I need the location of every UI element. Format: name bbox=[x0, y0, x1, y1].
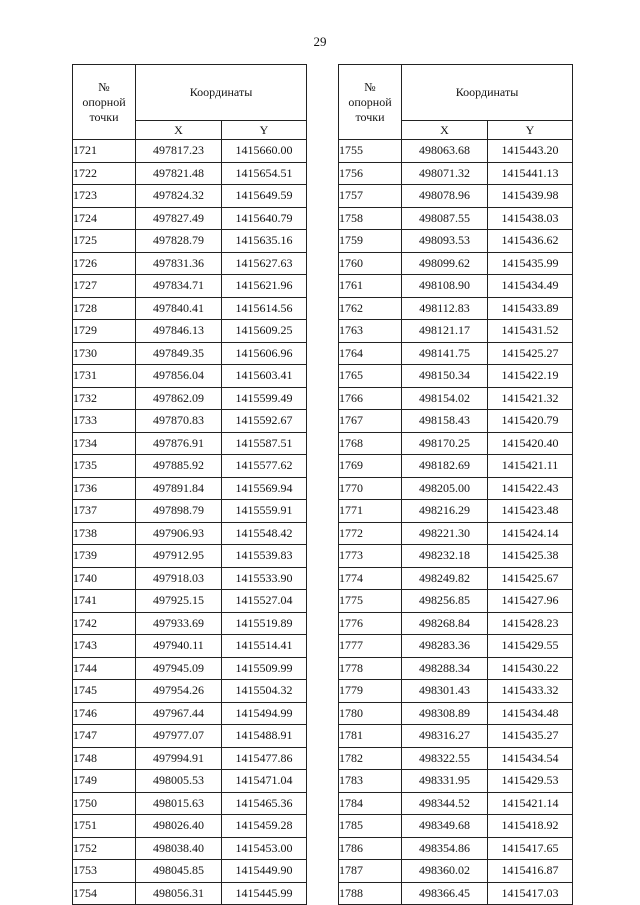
point-number-cell: 1788 bbox=[339, 882, 402, 905]
y-coordinate-cell: 1415421.32 bbox=[488, 387, 573, 410]
table-row bbox=[73, 365, 307, 388]
point-number-cell: 1738 bbox=[73, 522, 136, 545]
y-coordinate-cell: 1415465.36 bbox=[222, 792, 307, 815]
y-coordinate-cell: 1415606.96 bbox=[222, 342, 307, 365]
x-coordinate-cell: 497827.49 bbox=[136, 207, 222, 230]
y-coordinate-cell: 1415417.03 bbox=[488, 882, 573, 905]
x-coordinate-cell: 497840.41 bbox=[136, 297, 222, 320]
point-number-cell: 1747 bbox=[73, 725, 136, 748]
x-coordinate-cell: 498322.55 bbox=[402, 747, 488, 770]
point-number-cell: 1748 bbox=[73, 747, 136, 770]
table-row bbox=[339, 635, 573, 658]
x-coordinate-cell: 498071.32 bbox=[402, 162, 488, 185]
y-coordinate-cell: 1415433.32 bbox=[488, 680, 573, 703]
point-number-cell: 1743 bbox=[73, 635, 136, 658]
x-coordinate-cell: 498216.29 bbox=[402, 500, 488, 523]
table-row bbox=[73, 567, 307, 590]
point-number-cell: 1776 bbox=[339, 612, 402, 635]
y-coordinate-cell: 1415421.14 bbox=[488, 792, 573, 815]
table-row bbox=[339, 522, 573, 545]
x-coordinate-cell: 498301.43 bbox=[402, 680, 488, 703]
table-row bbox=[73, 230, 307, 253]
x-coordinate-cell: 498154.02 bbox=[402, 387, 488, 410]
point-number-cell: 1754 bbox=[73, 882, 136, 905]
table-row bbox=[73, 455, 307, 478]
x-coordinate-cell: 497828.79 bbox=[136, 230, 222, 253]
x-coordinate-cell: 498268.84 bbox=[402, 612, 488, 635]
x-coordinate-cell: 498331.95 bbox=[402, 770, 488, 793]
x-coordinate-cell: 498205.00 bbox=[402, 477, 488, 500]
x-coordinate-cell: 498308.89 bbox=[402, 702, 488, 725]
y-coordinate-cell: 1415425.38 bbox=[488, 545, 573, 568]
point-number-cell: 1737 bbox=[73, 500, 136, 523]
x-column-header: X bbox=[402, 121, 488, 140]
y-coordinate-cell: 1415609.25 bbox=[222, 320, 307, 343]
table-row bbox=[339, 297, 573, 320]
y-coordinate-cell: 1415435.27 bbox=[488, 725, 573, 748]
point-number-cell: 1726 bbox=[73, 252, 136, 275]
x-coordinate-cell: 498038.40 bbox=[136, 837, 222, 860]
y-coordinate-cell: 1415599.49 bbox=[222, 387, 307, 410]
y-coordinate-cell: 1415416.87 bbox=[488, 860, 573, 883]
table-row bbox=[73, 185, 307, 208]
x-coordinate-cell: 497994.91 bbox=[136, 747, 222, 770]
x-coordinate-cell: 498112.83 bbox=[402, 297, 488, 320]
y-coordinate-cell: 1415435.99 bbox=[488, 252, 573, 275]
point-number-cell: 1730 bbox=[73, 342, 136, 365]
table-row bbox=[339, 725, 573, 748]
table-row bbox=[339, 792, 573, 815]
point-number-cell: 1740 bbox=[73, 567, 136, 590]
coordinates-table-left bbox=[72, 64, 307, 905]
point-number-cell: 1769 bbox=[339, 455, 402, 478]
y-coordinate-cell: 1415649.59 bbox=[222, 185, 307, 208]
y-coordinate-cell: 1415471.04 bbox=[222, 770, 307, 793]
x-coordinate-cell: 497906.93 bbox=[136, 522, 222, 545]
point-number-cell: 1736 bbox=[73, 477, 136, 500]
y-coordinate-cell: 1415429.53 bbox=[488, 770, 573, 793]
table-row bbox=[73, 140, 307, 163]
table-row bbox=[73, 387, 307, 410]
table-row bbox=[339, 162, 573, 185]
x-column-header: X bbox=[136, 121, 222, 140]
point-number-cell: 1768 bbox=[339, 432, 402, 455]
x-coordinate-cell: 498063.68 bbox=[402, 140, 488, 163]
right-table-body bbox=[339, 140, 573, 905]
table-row bbox=[339, 230, 573, 253]
table-row bbox=[339, 860, 573, 883]
x-coordinate-cell: 497918.03 bbox=[136, 567, 222, 590]
y-coordinate-cell: 1415421.11 bbox=[488, 455, 573, 478]
point-number-cell: 1761 bbox=[339, 275, 402, 298]
y-coordinate-cell: 1415577.62 bbox=[222, 455, 307, 478]
point-number-cell: 1739 bbox=[73, 545, 136, 568]
x-coordinate-cell: 498256.85 bbox=[402, 590, 488, 613]
x-coordinate-cell: 497831.36 bbox=[136, 252, 222, 275]
y-coordinate-cell: 1415425.67 bbox=[488, 567, 573, 590]
point-number-header-line: точки bbox=[355, 109, 385, 124]
point-number-cell: 1744 bbox=[73, 657, 136, 680]
y-coordinate-cell: 1415443.20 bbox=[488, 140, 573, 163]
coordinates-header: Координаты bbox=[402, 65, 573, 121]
x-coordinate-cell: 498354.86 bbox=[402, 837, 488, 860]
point-number-cell: 1758 bbox=[339, 207, 402, 230]
coordinates-table-right bbox=[338, 64, 573, 905]
point-number-cell: 1786 bbox=[339, 837, 402, 860]
y-coordinate-cell: 1415509.99 bbox=[222, 657, 307, 680]
y-coordinate-cell: 1415614.56 bbox=[222, 297, 307, 320]
coordinates-header: Координаты bbox=[136, 65, 307, 121]
y-coordinate-cell: 1415459.28 bbox=[222, 815, 307, 838]
point-number-cell: 1752 bbox=[73, 837, 136, 860]
y-coordinate-cell: 1415494.99 bbox=[222, 702, 307, 725]
table-row bbox=[73, 522, 307, 545]
x-coordinate-cell: 498158.43 bbox=[402, 410, 488, 433]
table-row bbox=[339, 342, 573, 365]
point-number-cell: 1785 bbox=[339, 815, 402, 838]
x-coordinate-cell: 498316.27 bbox=[402, 725, 488, 748]
table-row bbox=[339, 455, 573, 478]
point-number-cell: 1770 bbox=[339, 477, 402, 500]
x-coordinate-cell: 498288.34 bbox=[402, 657, 488, 680]
x-coordinate-cell: 497898.79 bbox=[136, 500, 222, 523]
x-coordinate-cell: 497891.84 bbox=[136, 477, 222, 500]
table-row bbox=[339, 545, 573, 568]
point-number-cell: 1728 bbox=[73, 297, 136, 320]
y-coordinate-cell: 1415438.03 bbox=[488, 207, 573, 230]
point-number-cell: 1764 bbox=[339, 342, 402, 365]
table-row bbox=[73, 725, 307, 748]
table-row bbox=[339, 657, 573, 680]
table-row bbox=[73, 545, 307, 568]
x-coordinate-cell: 497925.15 bbox=[136, 590, 222, 613]
point-number-cell: 1729 bbox=[73, 320, 136, 343]
x-coordinate-cell: 498150.34 bbox=[402, 365, 488, 388]
point-number-cell: 1771 bbox=[339, 500, 402, 523]
point-number-cell: 1766 bbox=[339, 387, 402, 410]
table-row bbox=[339, 837, 573, 860]
point-number-cell: 1723 bbox=[73, 185, 136, 208]
x-coordinate-cell: 497940.11 bbox=[136, 635, 222, 658]
table-row bbox=[73, 882, 307, 905]
x-coordinate-cell: 498045.85 bbox=[136, 860, 222, 883]
point-number-header-line: точки bbox=[89, 109, 119, 124]
table-row bbox=[339, 680, 573, 703]
x-coordinate-cell: 497945.09 bbox=[136, 657, 222, 680]
table-row bbox=[339, 320, 573, 343]
y-coordinate-cell: 1415434.54 bbox=[488, 747, 573, 770]
point-number-cell: 1775 bbox=[339, 590, 402, 613]
point-number-cell: 1759 bbox=[339, 230, 402, 253]
point-number-cell: 1767 bbox=[339, 410, 402, 433]
x-coordinate-cell: 498360.02 bbox=[402, 860, 488, 883]
y-coordinate-cell: 1415420.40 bbox=[488, 432, 573, 455]
point-number-cell: 1773 bbox=[339, 545, 402, 568]
point-number-cell: 1772 bbox=[339, 522, 402, 545]
y-coordinate-cell: 1415423.48 bbox=[488, 500, 573, 523]
x-coordinate-cell: 498182.69 bbox=[402, 455, 488, 478]
x-coordinate-cell: 497824.32 bbox=[136, 185, 222, 208]
y-coordinate-cell: 1415417.65 bbox=[488, 837, 573, 860]
point-number-cell: 1753 bbox=[73, 860, 136, 883]
x-coordinate-cell: 498349.68 bbox=[402, 815, 488, 838]
table-row bbox=[73, 635, 307, 658]
point-number-cell: 1762 bbox=[339, 297, 402, 320]
table-row bbox=[73, 770, 307, 793]
point-number-cell: 1781 bbox=[339, 725, 402, 748]
point-number-cell: 1765 bbox=[339, 365, 402, 388]
x-coordinate-cell: 497912.95 bbox=[136, 545, 222, 568]
y-coordinate-cell: 1415420.79 bbox=[488, 410, 573, 433]
page-number: 29 bbox=[313, 34, 327, 49]
table-row bbox=[339, 477, 573, 500]
table-row bbox=[339, 432, 573, 455]
table-row bbox=[339, 252, 573, 275]
y-coordinate-cell: 1415527.04 bbox=[222, 590, 307, 613]
y-coordinate-cell: 1415427.96 bbox=[488, 590, 573, 613]
point-number-cell: 1731 bbox=[73, 365, 136, 388]
point-number-cell: 1787 bbox=[339, 860, 402, 883]
point-number-cell: 1782 bbox=[339, 747, 402, 770]
table-row bbox=[73, 275, 307, 298]
point-number-cell: 1749 bbox=[73, 770, 136, 793]
table-row bbox=[73, 702, 307, 725]
table-row bbox=[339, 612, 573, 635]
y-coordinate-cell: 1415424.14 bbox=[488, 522, 573, 545]
point-number-cell: 1741 bbox=[73, 590, 136, 613]
point-number-cell: 1778 bbox=[339, 657, 402, 680]
x-coordinate-cell: 497834.71 bbox=[136, 275, 222, 298]
point-number-header bbox=[73, 65, 136, 140]
table-row bbox=[73, 162, 307, 185]
table-row bbox=[73, 837, 307, 860]
point-number-cell: 1763 bbox=[339, 320, 402, 343]
y-coordinate-cell: 1415436.62 bbox=[488, 230, 573, 253]
x-coordinate-cell: 497821.48 bbox=[136, 162, 222, 185]
x-coordinate-cell: 498232.18 bbox=[402, 545, 488, 568]
y-coordinate-cell: 1415430.22 bbox=[488, 657, 573, 680]
table-row bbox=[73, 747, 307, 770]
y-coordinate-cell: 1415569.94 bbox=[222, 477, 307, 500]
y-coordinate-cell: 1415603.41 bbox=[222, 365, 307, 388]
point-number-cell: 1724 bbox=[73, 207, 136, 230]
table-row bbox=[73, 320, 307, 343]
y-coordinate-cell: 1415654.51 bbox=[222, 162, 307, 185]
y-coordinate-cell: 1415533.90 bbox=[222, 567, 307, 590]
point-number-header-line: опорной bbox=[348, 94, 392, 109]
table-row bbox=[339, 365, 573, 388]
y-coordinate-cell: 1415488.91 bbox=[222, 725, 307, 748]
table-row bbox=[73, 860, 307, 883]
table-row bbox=[73, 590, 307, 613]
y-coordinate-cell: 1415422.43 bbox=[488, 477, 573, 500]
point-number-cell: 1783 bbox=[339, 770, 402, 793]
x-coordinate-cell: 497862.09 bbox=[136, 387, 222, 410]
point-number-cell: 1733 bbox=[73, 410, 136, 433]
table-row bbox=[339, 275, 573, 298]
table-row bbox=[73, 657, 307, 680]
table-row bbox=[339, 500, 573, 523]
x-coordinate-cell: 497954.26 bbox=[136, 680, 222, 703]
y-coordinate-cell: 1415429.55 bbox=[488, 635, 573, 658]
y-column-header: Y bbox=[222, 121, 307, 140]
table-row bbox=[339, 590, 573, 613]
y-coordinate-cell: 1415434.48 bbox=[488, 702, 573, 725]
table-row bbox=[73, 815, 307, 838]
y-coordinate-cell: 1415635.16 bbox=[222, 230, 307, 253]
point-number-cell: 1750 bbox=[73, 792, 136, 815]
table-row bbox=[339, 207, 573, 230]
x-coordinate-cell: 498093.53 bbox=[402, 230, 488, 253]
y-coordinate-cell: 1415441.13 bbox=[488, 162, 573, 185]
x-coordinate-cell: 497885.92 bbox=[136, 455, 222, 478]
table-row bbox=[73, 792, 307, 815]
x-coordinate-cell: 497876.91 bbox=[136, 432, 222, 455]
point-number-cell: 1742 bbox=[73, 612, 136, 635]
y-coordinate-cell: 1415434.49 bbox=[488, 275, 573, 298]
y-coordinate-cell: 1415433.89 bbox=[488, 297, 573, 320]
y-coordinate-cell: 1415621.96 bbox=[222, 275, 307, 298]
x-coordinate-cell: 497870.83 bbox=[136, 410, 222, 433]
point-number-cell: 1727 bbox=[73, 275, 136, 298]
table-row bbox=[339, 140, 573, 163]
x-coordinate-cell: 497933.69 bbox=[136, 612, 222, 635]
y-coordinate-cell: 1415504.32 bbox=[222, 680, 307, 703]
x-coordinate-cell: 498170.25 bbox=[402, 432, 488, 455]
y-coordinate-cell: 1415627.63 bbox=[222, 252, 307, 275]
point-number-cell: 1725 bbox=[73, 230, 136, 253]
x-coordinate-cell: 498121.17 bbox=[402, 320, 488, 343]
x-coordinate-cell: 498005.53 bbox=[136, 770, 222, 793]
y-coordinate-cell: 1415592.67 bbox=[222, 410, 307, 433]
y-coordinate-cell: 1415587.51 bbox=[222, 432, 307, 455]
point-number-cell: 1721 bbox=[73, 140, 136, 163]
table-row bbox=[339, 747, 573, 770]
point-number-header bbox=[339, 65, 402, 140]
point-number-cell: 1732 bbox=[73, 387, 136, 410]
x-coordinate-cell: 498056.31 bbox=[136, 882, 222, 905]
x-coordinate-cell: 498366.45 bbox=[402, 882, 488, 905]
point-number-cell: 1779 bbox=[339, 680, 402, 703]
x-coordinate-cell: 497977.07 bbox=[136, 725, 222, 748]
y-coordinate-cell: 1415453.00 bbox=[222, 837, 307, 860]
table-row bbox=[73, 612, 307, 635]
table-row bbox=[73, 297, 307, 320]
point-number-cell: 1757 bbox=[339, 185, 402, 208]
table-row bbox=[339, 770, 573, 793]
table-row bbox=[73, 432, 307, 455]
point-number-header-line: № bbox=[98, 79, 110, 94]
table-row bbox=[73, 207, 307, 230]
point-number-cell: 1722 bbox=[73, 162, 136, 185]
x-coordinate-cell: 498283.36 bbox=[402, 635, 488, 658]
x-coordinate-cell: 498221.30 bbox=[402, 522, 488, 545]
table-row bbox=[73, 342, 307, 365]
x-coordinate-cell: 498108.90 bbox=[402, 275, 488, 298]
x-coordinate-cell: 497967.44 bbox=[136, 702, 222, 725]
point-number-cell: 1777 bbox=[339, 635, 402, 658]
y-coordinate-cell: 1415548.42 bbox=[222, 522, 307, 545]
x-coordinate-cell: 498344.52 bbox=[402, 792, 488, 815]
x-coordinate-cell: 498141.75 bbox=[402, 342, 488, 365]
point-number-cell: 1774 bbox=[339, 567, 402, 590]
x-coordinate-cell: 498015.63 bbox=[136, 792, 222, 815]
point-number-header-line: № bbox=[364, 79, 376, 94]
x-coordinate-cell: 497856.04 bbox=[136, 365, 222, 388]
x-coordinate-cell: 498249.82 bbox=[402, 567, 488, 590]
x-coordinate-cell: 498087.55 bbox=[402, 207, 488, 230]
y-coordinate-cell: 1415519.89 bbox=[222, 612, 307, 635]
table-row bbox=[339, 882, 573, 905]
y-coordinate-cell: 1415539.83 bbox=[222, 545, 307, 568]
x-coordinate-cell: 497846.13 bbox=[136, 320, 222, 343]
y-column-header: Y bbox=[488, 121, 573, 140]
point-number-cell: 1734 bbox=[73, 432, 136, 455]
table-row bbox=[73, 477, 307, 500]
point-number-cell: 1780 bbox=[339, 702, 402, 725]
y-coordinate-cell: 1415514.41 bbox=[222, 635, 307, 658]
y-coordinate-cell: 1415640.79 bbox=[222, 207, 307, 230]
point-number-cell: 1755 bbox=[339, 140, 402, 163]
x-coordinate-cell: 497817.23 bbox=[136, 140, 222, 163]
x-coordinate-cell: 498026.40 bbox=[136, 815, 222, 838]
table-row bbox=[339, 185, 573, 208]
table-row bbox=[339, 702, 573, 725]
y-coordinate-cell: 1415660.00 bbox=[222, 140, 307, 163]
table-row bbox=[73, 252, 307, 275]
point-number-cell: 1751 bbox=[73, 815, 136, 838]
left-table-body bbox=[73, 140, 307, 905]
point-number-cell: 1760 bbox=[339, 252, 402, 275]
point-number-cell: 1745 bbox=[73, 680, 136, 703]
y-coordinate-cell: 1415439.98 bbox=[488, 185, 573, 208]
table-row bbox=[339, 387, 573, 410]
x-coordinate-cell: 498099.62 bbox=[402, 252, 488, 275]
point-number-cell: 1756 bbox=[339, 162, 402, 185]
point-number-header-line: опорной bbox=[82, 94, 126, 109]
y-coordinate-cell: 1415559.91 bbox=[222, 500, 307, 523]
point-number-cell: 1735 bbox=[73, 455, 136, 478]
table-row bbox=[339, 567, 573, 590]
x-coordinate-cell: 497849.35 bbox=[136, 342, 222, 365]
y-coordinate-cell: 1415418.92 bbox=[488, 815, 573, 838]
y-coordinate-cell: 1415445.99 bbox=[222, 882, 307, 905]
table-row bbox=[339, 410, 573, 433]
table-row bbox=[73, 410, 307, 433]
x-coordinate-cell: 498078.96 bbox=[402, 185, 488, 208]
point-number-cell: 1784 bbox=[339, 792, 402, 815]
table-row bbox=[339, 815, 573, 838]
point-number-cell: 1746 bbox=[73, 702, 136, 725]
y-coordinate-cell: 1415425.27 bbox=[488, 342, 573, 365]
y-coordinate-cell: 1415477.86 bbox=[222, 747, 307, 770]
y-coordinate-cell: 1415449.90 bbox=[222, 860, 307, 883]
table-row bbox=[73, 500, 307, 523]
table-row bbox=[73, 680, 307, 703]
y-coordinate-cell: 1415422.19 bbox=[488, 365, 573, 388]
y-coordinate-cell: 1415428.23 bbox=[488, 612, 573, 635]
y-coordinate-cell: 1415431.52 bbox=[488, 320, 573, 343]
